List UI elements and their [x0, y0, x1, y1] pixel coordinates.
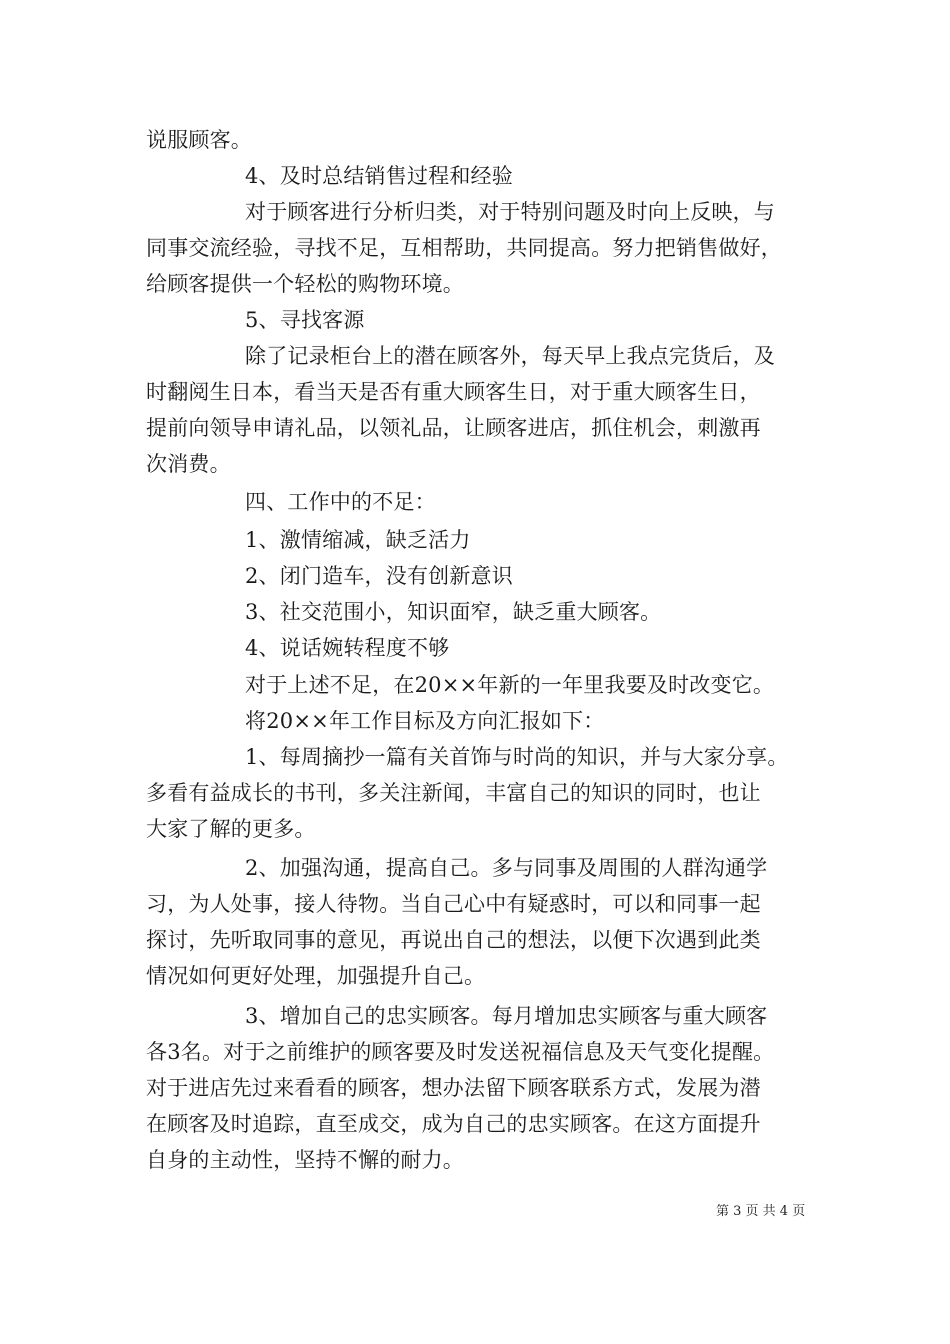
text-line: 各3名。对于之前维护的顾客要及时发送祝福信息及天气变化提醒。: [146, 1040, 775, 1064]
list-item: 1、激情缩减，缺乏活力: [245, 528, 471, 552]
text-line: 对于顾客进行分析归类，对于特别问题及时向上反映，与: [245, 200, 775, 224]
list-item: 4、说话婉转程度不够: [245, 636, 450, 660]
text-line: 对于进店先过来看看的顾客，想办法留下顾客联系方式，发展为潜: [146, 1076, 761, 1100]
text-line: 2、加强沟通，提高自己。多与同事及周围的人群沟通学: [245, 856, 768, 880]
text-line: 在顾客及时追踪，直至成交，成为自己的忠实顾客。在这方面提升: [146, 1112, 761, 1136]
list-item: 3、社交范围小，知识面窄，缺乏重大顾客。: [245, 600, 662, 624]
text-line: 自身的主动性，坚持不懈的耐力。: [146, 1148, 464, 1172]
section-heading: 四、工作中的不足：: [245, 490, 436, 514]
section-heading: 5、寻找客源: [245, 308, 365, 332]
text-line: 除了记录柜台上的潜在顾客外，每天早上我点完货后，及: [245, 344, 775, 368]
text-line: 次消费。: [146, 452, 231, 476]
text-line: 多看有益成长的书刊，多关注新闻，丰富自己的知识的同时，也让: [146, 781, 761, 805]
text-line: 提前向领导申请礼品，以领礼品，让顾客进店，抓住机会，刺激再: [146, 416, 761, 440]
text-line: 同事交流经验，寻找不足，互相帮助，共同提高。努力把销售做好，: [146, 236, 782, 260]
text-line: 时翻阅生日本，看当天是否有重大顾客生日，对于重大顾客生日，: [146, 380, 761, 404]
text-line: 1、每周摘抄一篇有关首饰与时尚的知识，并与大家分享。: [245, 745, 789, 769]
text-line: 情况如何更好处理，加强提升自己。: [146, 964, 486, 988]
text-line: 将20××年工作目标及方向汇报如下：: [245, 709, 605, 733]
text-line: 3、增加自己的忠实顾客。每月增加忠实顾客与重大顾客: [245, 1004, 768, 1028]
text-line: 对于上述不足，在20××年新的一年里我要及时改变它。: [245, 673, 775, 697]
page-number-footer: 第 3 页 共 4 页: [716, 1204, 806, 1219]
text-line: 说服顾客。: [146, 128, 252, 152]
text-line: 大家了解的更多。: [146, 817, 316, 841]
text-line: 探讨，先听取同事的意见，再说出自己的想法，以便下次遇到此类: [146, 928, 761, 952]
list-item: 2、闭门造车，没有创新意识: [245, 564, 513, 588]
text-line: 给顾客提供一个轻松的购物环境。: [146, 272, 464, 296]
section-heading: 4、及时总结销售过程和经验: [245, 164, 513, 188]
text-line: 习，为人处事，接人待物。当自己心中有疑惑时，可以和同事一起: [146, 892, 761, 916]
